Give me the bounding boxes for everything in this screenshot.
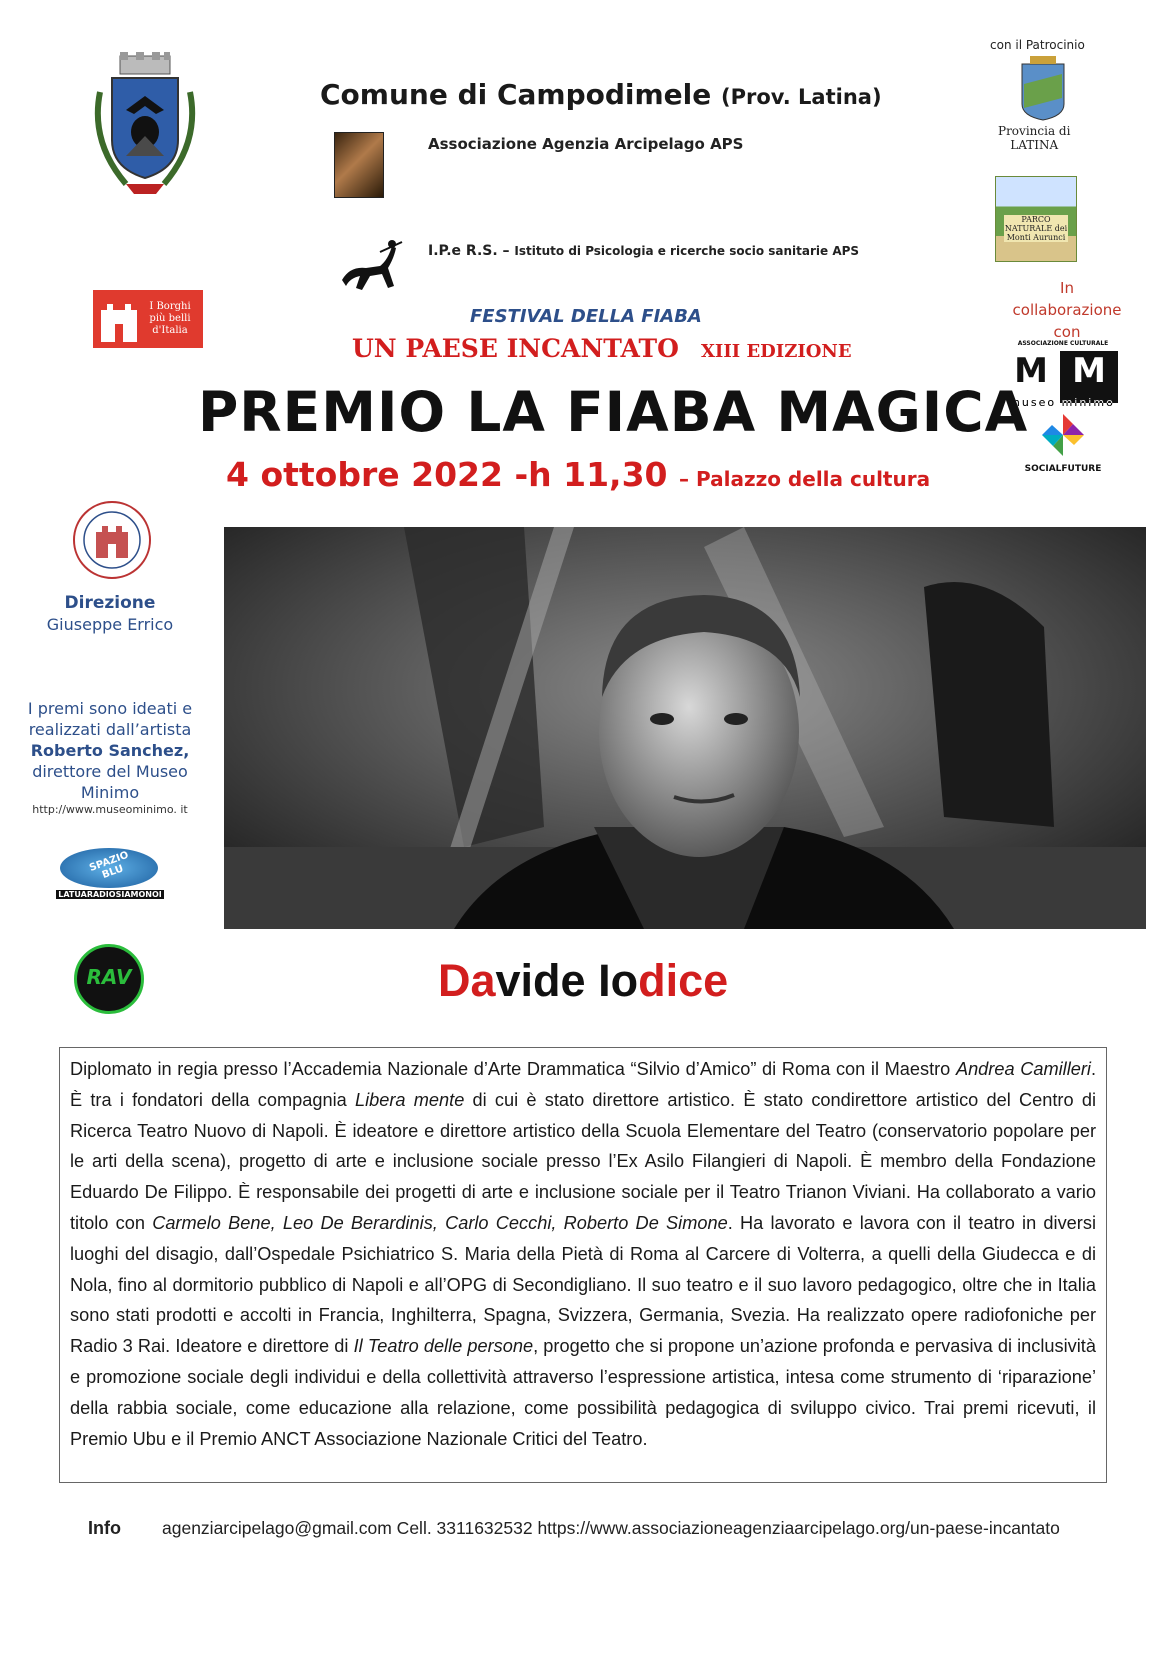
bio-text-8: , progetto che si propone un’azione profonda e pervasiva di inclusività e promozione sociale degli individui e della collettività attraverso l’espressione artistica, intesa come strumento di ‘riparazione’ della rabbia sociale, come educazione alla relazione, come possibilità pedagogica di sviluppo civico. Trai premi ricevuti, il Premio Ubu e il Premio ANCT Associazione Nazionale Critici del Teatro. <box>70 1336 1096 1449</box>
campodimele-coat-of-arms <box>86 52 204 198</box>
comune-prov: (Prov. Latina) <box>721 85 882 109</box>
person-name-part-c: dice <box>638 955 729 1006</box>
parco-logo-text: PARCO NATURALE dei Monti Aurunci <box>1004 215 1068 242</box>
provincia-latina-crest <box>1016 54 1070 122</box>
radio-text: LATUARADIOSIAMONOI <box>56 890 164 899</box>
info-contacts[interactable]: agenziarcipelago@gmail.com Cell. 3311632532 https://www.associazioneagenziaarcipelago.org/un-paese-incantato <box>162 1518 1060 1538</box>
bio-text-2: . È tra i fondatori della compagnia <box>70 1059 1097 1110</box>
spazio-blu-logo <box>56 842 164 900</box>
associazione-logo-image <box>334 132 384 198</box>
borghi-logo-text: I Borghi più belli d'Italia <box>149 301 191 336</box>
person-name-part-b: vide Io <box>495 955 639 1006</box>
spazio-blu-text: SPAZIO BLU <box>88 849 131 882</box>
edizione-label: XIII EDIZIONE <box>700 341 852 362</box>
provincia-line2: LATINA <box>1010 138 1059 152</box>
premi-text-1: I premi sono ideati e realizzati dall’artista <box>27 699 193 739</box>
associazione-name: Associazione Agenzia Arcipelago APS <box>428 135 744 153</box>
rav-logo <box>74 944 144 1014</box>
rav-text: RAV <box>86 965 132 989</box>
direzione-label: Direzione <box>64 593 156 613</box>
museo-minimo-text: museo minimo <box>1009 396 1115 409</box>
museo-assoc-text: ASSOCIAZIONE CULTURALE <box>1017 340 1109 347</box>
comune-title <box>320 78 882 111</box>
direttore-name: Giuseppe Errico <box>46 615 174 634</box>
bio-text-6: . Ha lavorato e lavora con il teatro in diversi luoghi del disagio, dall’Ospedale Psichiatrico S. Maria della Pietà di Roma al Carcere di Volterra, a quelli della Giudecca e di Nola, fino al dormitorio pubblico di Napoli e all’OPG di Secondigliano. Il suo teatro e il suo lavoro pedagogico, oltre che in Italia sono stati prodotti e accolti in Francia, Inghilterra, Spagna, Svizzera, Germania, Svezia. Ha realizzato opere radiofoniche per Radio 3 Rai. Ideatore e direttore di <box>70 1212 1096 1357</box>
person-name-part-a: Da <box>438 955 496 1006</box>
castle-icon <box>97 294 141 344</box>
social-future-logo <box>1040 412 1086 458</box>
portrait-image <box>224 527 1146 929</box>
ipers-centaur-logo <box>336 238 406 294</box>
bio-text-5: Carmelo Bene, Leo De Berardinis, Carlo Cecchi, Roberto De Simone <box>152 1212 728 1233</box>
museo-minimo-logo: ASSOCIAZIONE CULTURALE M M museo minimo <box>1002 340 1124 410</box>
social-future-text: SOCIALFUTURE <box>1024 464 1102 474</box>
bio-text-3: Libera mente <box>354 1089 465 1110</box>
provincia-line1: Provincia di <box>998 124 1071 138</box>
paese-name: UN PAESE INCANTATO <box>352 334 679 363</box>
premio-title: PREMIO LA FIABA MAGICA <box>198 380 1029 444</box>
festival-title: FESTIVAL DELLA FIABA <box>470 306 702 327</box>
parco-monti-aurunci-logo <box>995 176 1077 262</box>
comune-name: Comune di Campodimele <box>320 78 712 111</box>
patrocinio-label: con il Patrocinio <box>990 38 1085 52</box>
premi-artist: Roberto Sanchez, <box>30 741 190 760</box>
bio-box <box>59 1047 1107 1483</box>
ipers-subtitle: Istituto di Psicologia e ricerche socio sanitarie APS <box>514 244 860 258</box>
event-venue: – Palazzo della cultura <box>679 467 931 491</box>
bio-text-0: Diplomato in regia presso l’Accademia Nazionale d’Arte Drammatica “Silvio d’Amico” di Roma con il Maestro <box>70 1059 956 1079</box>
bio-text-1: Andrea Camilleri <box>955 1059 1091 1079</box>
info-label: Info <box>88 1518 121 1538</box>
collaborazione-label: In collaborazione con <box>1012 279 1122 341</box>
paese-incantato-title <box>352 334 852 363</box>
borghi-logo <box>93 290 203 348</box>
person-name <box>438 955 728 1007</box>
bio-text-4: di cui è stato direttore artistico. È stato condirettore artistico del Centro di Ricerca Teatro Nuovo di Napoli. È ideatore e direttore artistico della Scuola Elementare del Teatro (conservatorio popolare per le arti della scena), progetto di arte e inclusione sociale presso l’Ex Asilo Filangieri di Napoli. È membro della Fondazione Eduardo De Filippo. È responsabile dei progetti di arte e inclusione sociale per il Teatro Trianon Viviani. Ha collaborato a vario titolo con <box>70 1089 1096 1233</box>
premi-note <box>12 698 208 803</box>
ipers-title: I.P.e R.S. – <box>428 243 510 259</box>
bio-text-7: Il Teatro delle persone <box>353 1336 534 1357</box>
provincia-label <box>998 124 1070 152</box>
paese-incantato-badge <box>72 500 152 580</box>
museo-url: http://www.museominimo. it <box>32 803 188 816</box>
premi-text-2: direttore del Museo Minimo <box>32 762 188 802</box>
event-date <box>226 455 930 494</box>
ipers-name <box>428 243 859 259</box>
portrait-photo <box>224 527 1146 929</box>
event-datetime: 4 ottobre 2022 -h 11,30 <box>226 455 668 494</box>
